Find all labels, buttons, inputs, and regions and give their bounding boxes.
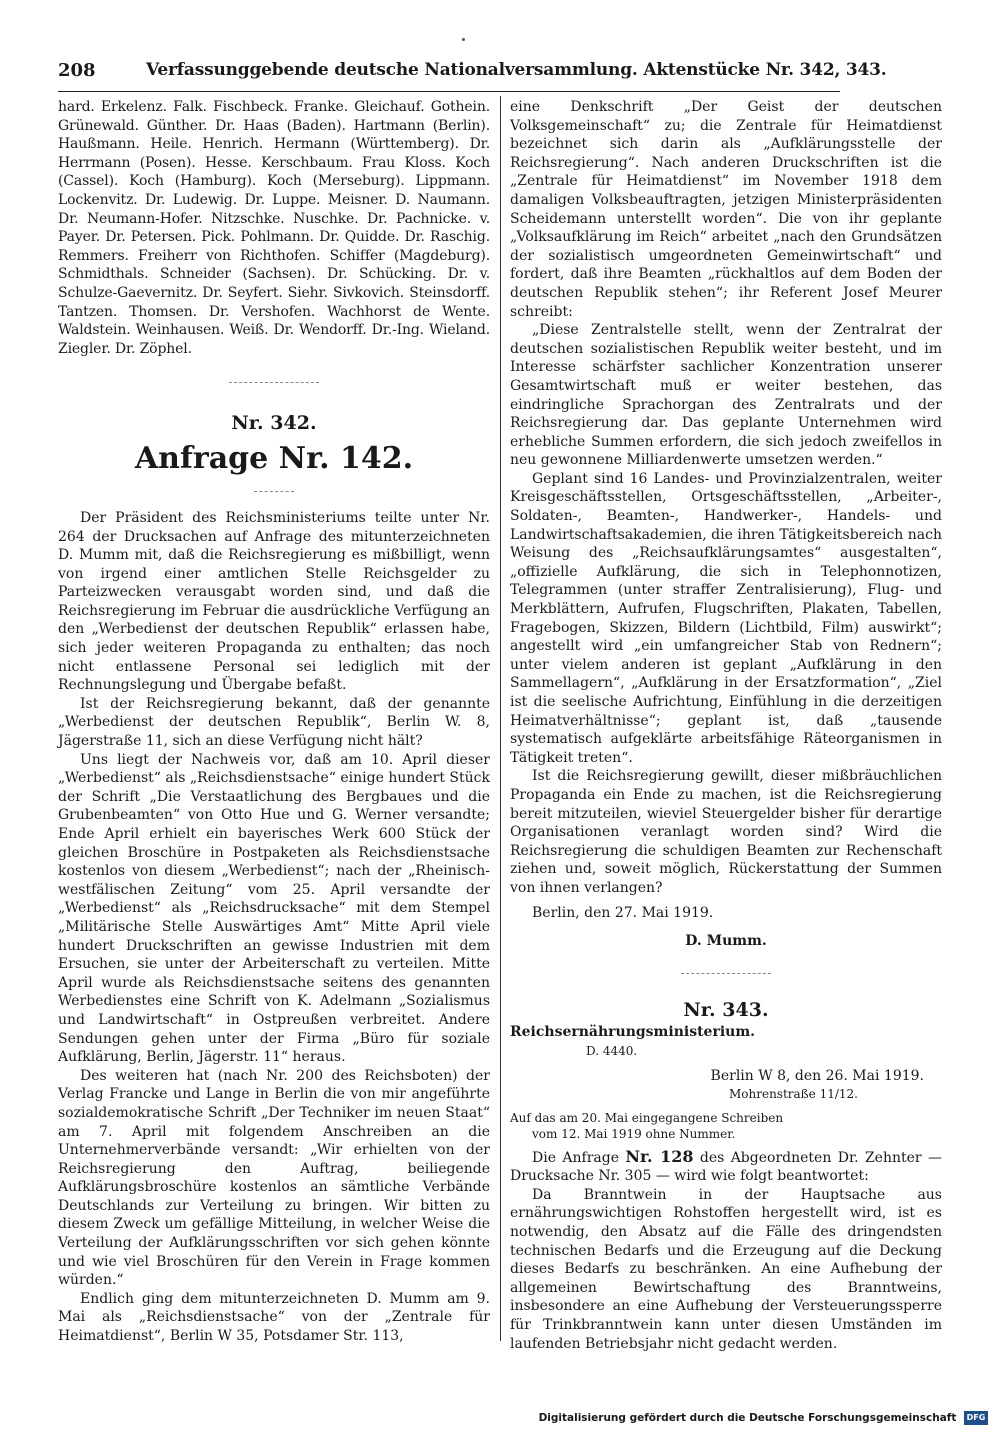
signatory-names: hard. Erkelenz. Falk. Fischbeck. Franke. Gleichauf. Gothein. Grünewald. Günther. Dr. Haas (Baden). Hartmann (Berlin). Haußmann. Heile. Henrich. Hermann (Württemberg). Dr. Herrmann (Posen). Hesse. Kerschbaum. Frau Kloss. Koch (Cassel). Koch (Hamburg). Koch (Merseburg). Lippmann. Lockenvitz. Dr. Ludewig. Dr. Luppe. Meisner. D. Naumann. Dr. Neumann-Hofer. Nitzschke. Nuschke. Dr. Pachnicke. v. Payer. Dr. Petersen. Pick. Pohlmann. Dr. Quidde. Dr. Raschig. Remmers. Freiherr von Richthofen. Schiffer (Magdeburg). Schmidthals. Schneider (Sachsen). Dr. Schücking. Dr. v. Schulze-Gaevernitz. Dr. Seyfert. Siehr. Sivkovich. Steinsdorff. Tantzen. Thomsen. Dr. Vershofen. Wachhorst de Wente. Waldstein. Weinhausen. Weiß. Dr. Wendorff. Dr.-Ing. Wieland. Ziegler. Dr. Zöphel. [58,99,490,357]
title-rule [254,491,294,493]
answer-intro [510,1148,942,1186]
right-column [510,98,942,1353]
paragraph: Ist der Reichsregierung bekannt, daß der genannte „Werbedienst der deutschen Republik“, Berlin W. 8, Jägerstraße 11, sich an diese Verfügung nicht hält? [58,695,490,750]
quotation: „Diese Zentralstelle stellt, wenn der Zentralrat der deutschen sozialistischen Republik weiter besteht, und im Interesse schärfster sachlicher Konzentration unserer Gesamtwirtschaft muß er weiter bestehen, das eindringliche Sprachorgan des Zentralrats und der Reichsregierung dar. Das geplante Unternehmen wird erhebliche Summen erfordern, die sich jedoch zweifellos in neu gewonnene Milliardenwerte umsetzen werden.“ [510,322,942,469]
footer-credit [539,1411,988,1425]
doc-number-343: Nr. 343. [683,998,769,1021]
place-date: Berlin, den 27. Mai 1919. [532,904,714,921]
paragraph: eine Denkschrift „Der Geist der deutschen Volksgemeinschaft“ zu; die Zentrale für Heimatdienst bezeichnet sich darin als „Aufklärungsstelle der Reichsregierung“. Nach anderen Druckschriften ist die „Zentrale für Heimatdienst“ im November 1918 dem damaligen Volksbeauftragten, jetzigen Ministerpräsidenten Scheidemann unterstellt worden“. Die von ihr geplante „Volksaufklärung im Reich“ arbeitet „nach den Grundsätzen der sozialistisch umgeordneten Gemeinwirtschaft“ und fordert, daß ihre Beamten „rückhaltlos auf dem Boden der deutschen Republik stehen“; ihr Referent Josef Meurer schreibt: [510,99,942,320]
dfg-logo: DFG [964,1411,988,1425]
answer-body: Da Branntwein in der Hauptsache aus ernährungswichtigen Rohstoffen hergestellt wird, ist es notwendig, den Absatz auf die Fälle des dringendsten technischen Bedarfs und die Erzeugung auf die Deckung dieses Bedarfs zu beschränken. An eine Aufhebung der allgemeinen Bewirtschaftung des Branntweins, insbesondere an eine Aufhebung der Versteuerungssperre für Trinkbranntwein kann unter diesen Umständen im laufenden Betriebsjahr nicht gedacht werden. [510,1186,942,1352]
footer-text: Digitalisierung gefördert durch die Deutsche Forschungsgemeinschaft [538,1412,957,1424]
inquiry-number: Nr. 128 [625,1146,694,1166]
page-header [58,60,887,86]
left-column [58,98,490,1346]
paragraph: Des weiteren hat (nach Nr. 200 des Reichsboten) der Verlag Francke und Lange in Berlin die von mir angeführte sozialdemokratische Schrift „Der Techniker im neuen Staat“ am 7. April mit folgendem Anschreiben an die Unternehmerverbände versandt: „Wir erhielten von der Reichsregierung den Auftrag, beiliegende Aufklärungsbroschüre kostenlos an sämtliche Verbände Deutschlands zur Verteilung zu bringen. Wir bitten zu diesem Zweck um gefällige Mitteilung, in welcher Weise die Verteilung der Aufklärungsschriften vor sich gehen könnte und wie viel Broschüren für den Verein in Frage kommen würden.“ [58,1067,490,1289]
paragraph: Endlich ging dem mitunterzeichneten D. Mumm am 9. Mai als „Reichsdienstsache“ von der „Zentrale für Heimatdienst“, Berlin W 35, Potsdamer Str. 113, [58,1290,490,1345]
ministry-name: Reichsernährungsministerium. [510,1024,756,1041]
section-separator [229,382,319,384]
note-line: Auf das am 20. Mai eingegangene Schreiben [510,1110,784,1125]
section-separator [681,973,771,975]
reference-note [510,1110,942,1142]
place-date: Berlin W 8, den 26. Mai 1919. [710,1067,924,1084]
header-rule [58,91,840,92]
answer-intro-text: des Abgeordneten Dr. Zehnter — Drucksache Nr. 305 — wird wie folgt beantwortet: [510,1149,943,1185]
signature: D. Mumm. [685,933,767,950]
paragraph: Ist die Reichsregierung gewillt, dieser mißbräuchlichen Propaganda ein Ende zu machen, ist die Reichsregierung bereit mitzuteilen, wieviel Steuergelder bisher für derartige Organisationen veranlagt worden sind? Wird die Reichsregierung die schuldigen Beamten zur Rechenschaft ziehen und, soweit möglich, Rückerstattung der Summen von ihnen verlangen? [510,768,942,896]
column-divider [500,96,501,1341]
address: Mohrenstraße 11/12. [728,1087,858,1102]
answer-intro-text: Die Anfrage [532,1149,626,1166]
page-number: 208 [58,60,96,81]
running-title: Verfassunggebende deutsche Nationalversammlung. Aktenstücke Nr. 342, 343. [146,60,887,80]
doc-title: Anfrage Nr. 142. [134,440,414,476]
paragraph: Uns liegt der Nachweis vor, daß am 10. April dieser „Werbedienst“ als „Reichsdienstsache“ einige hundert Stück der Schrift „Die Verstaatlichung des Bergbaues und die Grubenbeamten“ von Otto Hue und G. Werner versandte; Ende April erhielt ein bayerisches Werk 600 Stück der gleichen Broschüre in Postpaketen als Reichsdienstsache kostenlos von diesem „Werbedienst“; nach der „Rheinisch-westfälischen Zeitung“ vom 25. April versandte der „Werbedienst“ als „Reichsdrucksache“ mit dem Stempel „Militärische Stelle Auswärtiges Amt“ Mitte April viele hundert Druckschriften an gewisse Industrien mit dem Ersuchen, sie unter der Arbeiterschaft zu verteilen. Mitte April wurde als Reichsdienstsache seitens des genannten Werbedienstes eine Schrift von K. Adelmann „Sozialismus und Landwirtschaft“ in Ostpreußen verbreitet. Andere Sendungen gehen unter der Firma „Büro für soziale Aufklärung, Berlin, Jägerstr. 11“ heraus. [58,751,490,1066]
reference-number: D. 4440. [586,1043,638,1058]
paragraph: Der Präsident des Reichsministeriums teilte unter Nr. 264 der Drucksachen auf Anfrage des mitunterzeichneten D. Mumm mit, daß die Reichsregierung es mißbilligt, wenn von irgend einer amtlichen Stelle Reichsgelder zu Parteizwecken verausgabt worden sind, und daß die Reichsregierung im Februar die ausdrückliche Verfügung an den „Werbedienst der deutschen Republik“ erlassen habe, sich jeder weiteren Propaganda zu enthalten; das noch nicht entlassene Personal sei lediglich mit der Rechnungslegung und Übergabe befaßt. [58,509,490,694]
print-speck [462,38,465,41]
note-line: vom 12. Mai 1919 ohne Nummer. [532,1126,736,1141]
paragraph: Geplant sind 16 Landes- und Provinzialzentralen, weiter Kreisgeschäftsstellen, Ortsgeschäftsstellen, „Arbeiter-, Soldaten-, Beamten-, Handwerker-, Handels- und Landwirtschaftsakademien, die ihren Tätigkeitsbereich nach Weisung des „Reichsaufklärungsamtes“ ausgestalten“, „offizielle Aufklärung, die sich in Telephonnotizen, Telegrammen (unter straffer Zentralisierung), Flug- und Merkblättern, Aufrufen, Flugschriften, Plakaten, Tabellen, Fragebogen, Skizzen, Bildern (Lichtbild, Film) auswirkt“; angestellt wird „ein umfangreicher Stab von Rednern“; unter vielem anderen ist geplant „Aufklärung in den Sammellagern“, „Aufklärung in der Ersatzformation“, „Ziel ist die seelische Aufrichtung, Einfühlung in die derzeitigen Heimatverhältnisse“; geplant ist, daß „tausende systematisch aufgeklärte arbeitsfähige Räteorganismen in Tätigkeit treten“. [510,470,942,766]
doc-number-342: Nr. 342. [231,412,317,435]
